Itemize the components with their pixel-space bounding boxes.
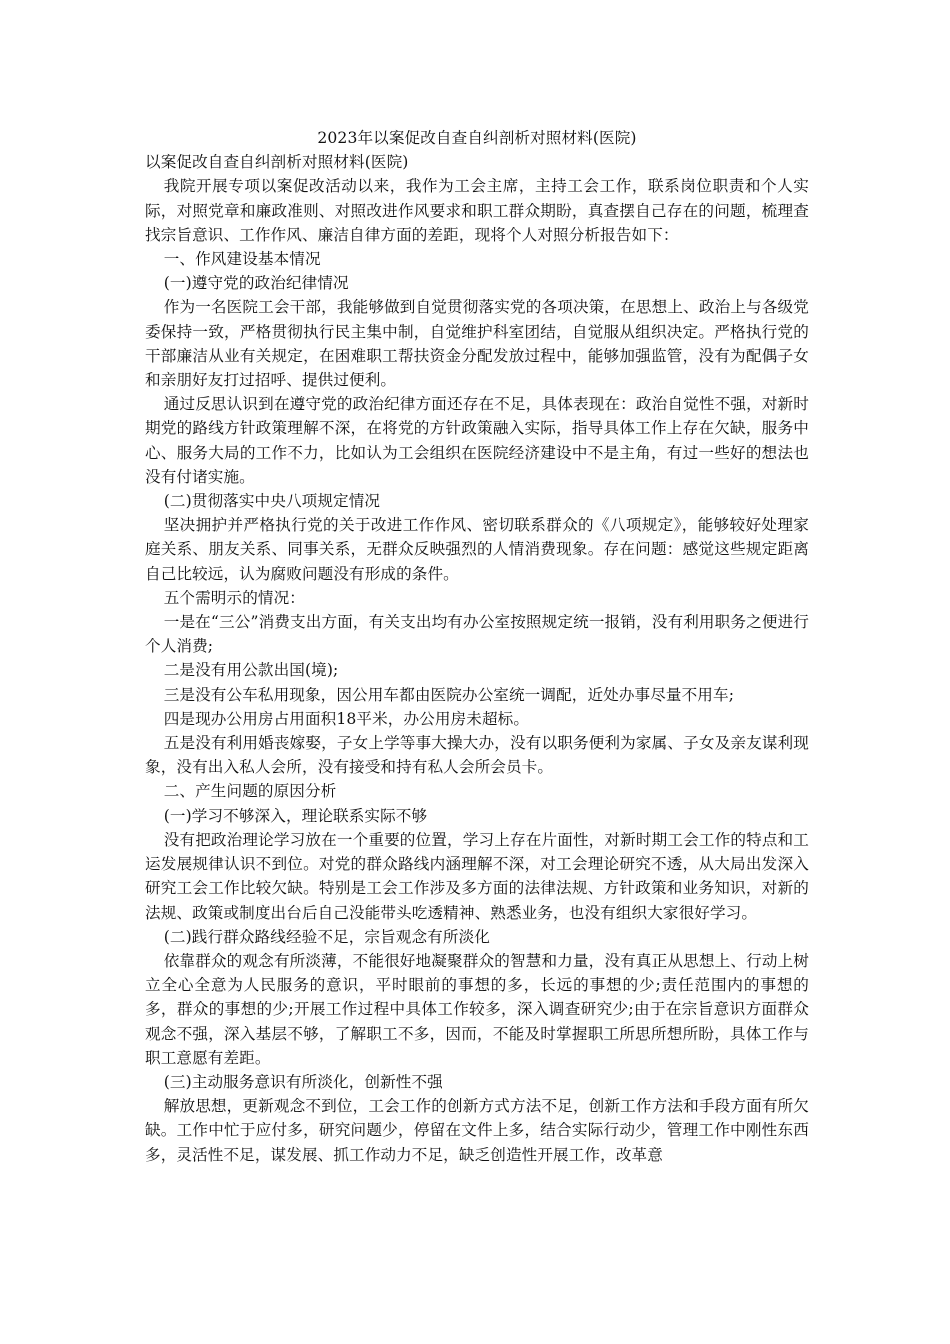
body-paragraph: (三)主动服务意识有所淡化，创新性不强 <box>163 1072 443 1091</box>
body-paragraph: 我院开展专项以案促改活动以来，我作为工会主席，主持工会工作，联系岗位职责和个人实际，对照党章和廉政准则、对照改进作风要求和职工群众期盼，真查摆自己存在的问题，梳理查找宗旨意识、工作作风、廉洁自律方面的差距，现将个人对照分析报告如下： <box>145 177 809 244</box>
body-paragraph: 依靠群众的观念有所淡薄，不能很好地凝聚群众的智慧和力量，没有真正从思想上、行动上树立全心全意为人民服务的意识，平时眼前的事想的多，长远的事想的少;责任范围内的事想的多，群众的事想的少;开展工作过程中具体工作较多，深入调查研究少;由于在宗旨意识方面群众观念不强，深入基层不够，了解职工不多，因而，不能及时掌握职工所思所想所盼，具体工作与职工意愿有差距。 <box>145 951 809 1067</box>
body-paragraph: (二)践行群众路线经验不足，宗旨观念有所淡化 <box>163 927 490 946</box>
body-paragraph: (一)学习不够深入，理论联系实际不够 <box>163 806 428 825</box>
body-paragraph: 二是没有用公款出国(境); <box>163 661 339 680</box>
body-paragraph: 没有把政治理论学习放在一个重要的位置，学习上存在片面性，对新时期工会工作的特点和工运发展规律认识不到位。对党的群众路线内涵理解不深，对工会理论研究不透，从大局出发深入研究工会工作比较欠缺。特别是工会工作涉及多方面的法律法规、方针政策和业务知识，对新的法规、政策或制度出台后自己没能带头吃透精神、熟悉业务，也没有组织大家很好学习。 <box>145 830 809 922</box>
body-paragraph: 一、作风建设基本情况 <box>163 250 321 269</box>
body-paragraph: 解放思想，更新观念不到位，工会工作的创新方式方法不足，创新工作方法和手段方面有所欠缺。工作中忙于应付多，研究问题少，停留在文件上多，结合实际行动少，管理工作中刚性东西多，灵活性不足，谋发展、抓工作动力不足，缺乏创造性开展工作，改革意 <box>145 1097 809 1164</box>
document-subtitle: 以案促改自查自纠剖析对照材料(医院) <box>145 153 409 172</box>
document-body <box>145 150 809 1167</box>
document-page <box>145 126 809 1167</box>
body-paragraph: 二、产生问题的原因分析 <box>163 782 337 801</box>
body-paragraph: 四是现办公用房占用面积18平米，办公用房未超标。 <box>163 709 530 728</box>
body-paragraph: 一是在“三公”消费支出方面，有关支出均有办公室按照规定统一报销，没有利用职务之便进行个人消费; <box>145 613 809 656</box>
body-paragraph: 三是没有公车私用现象，因公用车都由医院办公室统一调配，近处办事尽量不用车; <box>163 685 735 704</box>
body-paragraph: 通过反思认识到在遵守党的政治纪律方面还存在不足，具体表现在：政治自觉性不强，对新时期党的路线方针政策理解不深，在将党的方针政策融入实际，指导具体工作上存在欠缺，服务中心、服务大局的工作不力，比如认为工会组织在医院经济建设中不是主角，有过一些好的想法也没有付诸实施。 <box>145 395 809 486</box>
body-paragraph: 坚决拥护并严格执行党的关于改进工作作风、密切联系群众的《八项规定》，能够较好处理家庭关系、朋友关系、同事关系，无群众反映强烈的人情消费现象。存在问题：感觉这些规定距离自己比较远，认为腐败问题没有形成的条件。 <box>145 516 809 583</box>
body-paragraph: (二)贯彻落实中央八项规定情况 <box>163 492 381 511</box>
body-paragraph: (一)遵守党的政治纪律情况 <box>163 274 349 293</box>
body-paragraph: 五是没有利用婚丧嫁娶，子女上学等事大操大办，没有以职务便利为家属、子女及亲友谋利现象，没有出入私人会所，没有接受和持有私人会所会员卡。 <box>145 734 809 777</box>
body-paragraph: 五个需明示的情况： <box>163 588 305 607</box>
body-paragraph: 作为一名医院工会干部，我能够做到自觉贯彻落实党的各项决策，在思想上、政治上与各级党委保持一致，严格贯彻执行民主集中制，自觉维护科室团结，自觉服从组织决定。严格执行党的干部廉洁从业有关规定，在困难职工帮扶资金分配发放过程中，能够加强监管，没有为配偶子女和亲朋好友打过招呼、提供过便利。 <box>145 298 809 390</box>
document-title: 2023年以案促改自查自纠剖析对照材料(医院) <box>317 129 637 147</box>
